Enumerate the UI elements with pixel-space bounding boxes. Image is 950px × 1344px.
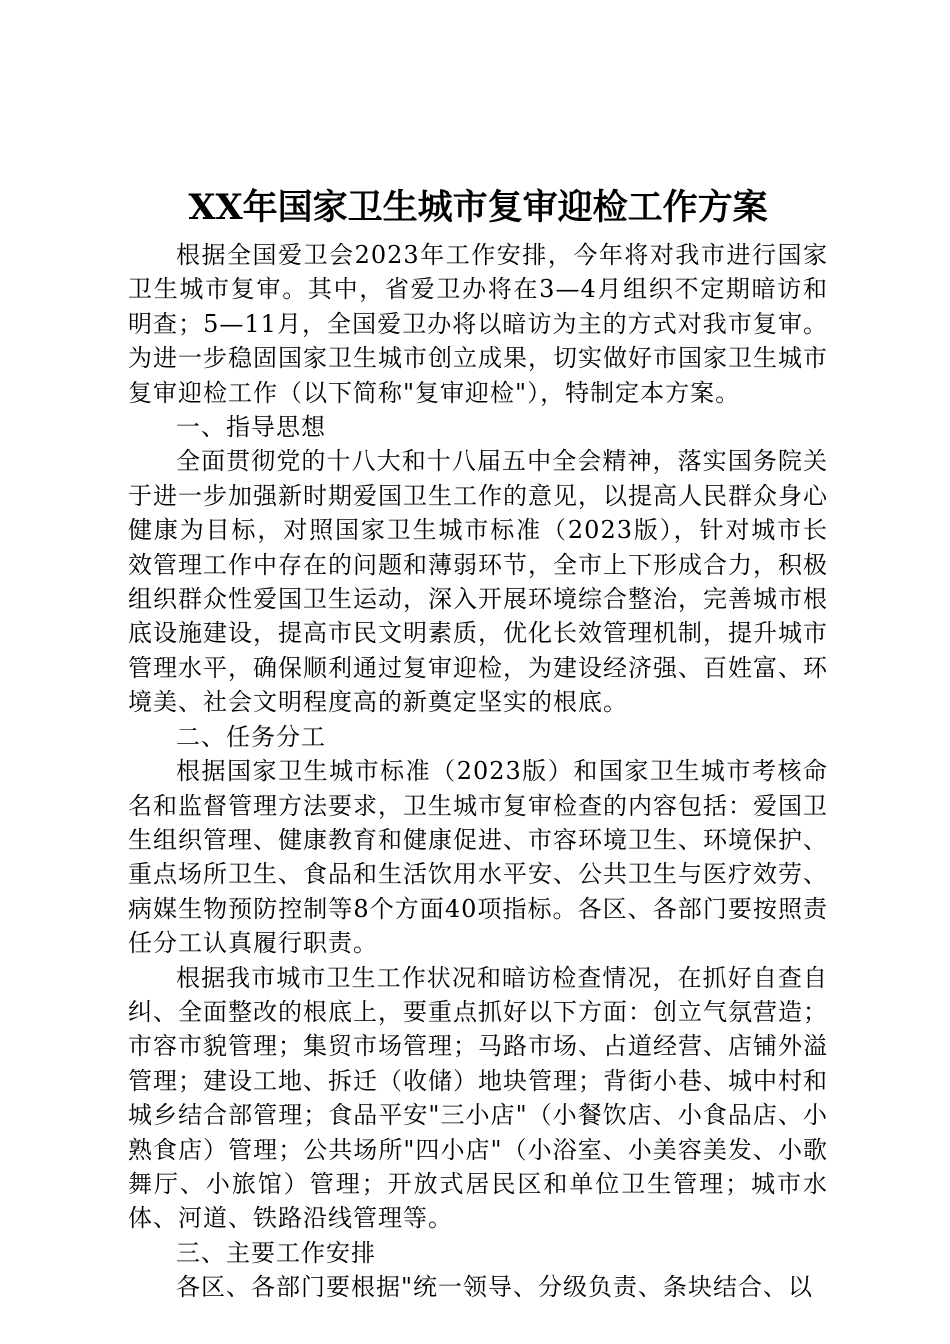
section-heading-work-arrangement: 三、主要工作安排 [176, 1238, 376, 1267]
paragraph-intro: 根据全国爱卫会2023年工作安排，今年将对我市进行国家卫生城市复审。其中，省爱卫办将在3—4月组织不定期暗访和明查；5—11月，全国爱卫办将以暗访为主的方式对我市复审。为进一步稳固国家卫生城市创立成果，切实做好市国家卫生城市复审迎检工作（以下简称"复审迎检"），特制定本方案。 [128, 241, 828, 407]
paragraph-task-division: 根据国家卫生城市标准（2023版）和国家卫生城市考核命名和监督管理方法要求，卫生城市复审检查的内容包括：爱国卫生组织管理、健康教育和健康促进、市容环境卫生、环境保护、重点场所卫生、食品和生活饮用水平安、公共卫生与医疗效劳、病媒生物预防控制等8个方面40项指标。各区、各部门要按照责任分工认真履行职责。 [128, 757, 828, 958]
paragraph-guiding-ideology: 全面贯彻党的十八大和十八届五中全会精神，落实国务院关于进一步加强新时期爱国卫生工作的意见，以提高人民群众身心健康为目标，对照国家卫生城市标准（2023版），针对城市长效管理工作中存在的问题和薄弱环节，全市上下形成合力，积极组织群众性爱国卫生运动，深入开展环境综合整治，完善城市根底设施建设，提高市民文明素质，优化长效管理机制，提升城市管理水平，确保顺利通过复审迎检，为建设经济强、百姓富、环境美、社会文明程度高的新奠定坚实的根底。 [128, 447, 828, 717]
paragraph-key-areas: 根据我市城市卫生工作状况和暗访检查情况，在抓好自查自纠、全面整改的根底上，要重点抓好以下方面：创立气氛营造；市容市貌管理；集贸市场管理；马路市场、占道经营、店铺外溢管理；建设工地、拆迁（收储）地块管理；背街小巷、城中村和城乡结合部管理；食品平安"三小店"（小餐饮店、小食品店、小熟食店）管理；公共场所"四小店"（小浴室、小美容美发、小歌舞厅、小旅馆）管理；开放式居民区和单位卫生管理；城市水体、河道、铁路沿线管理等。 [128, 963, 828, 1233]
section-heading-task-division: 二、任务分工 [176, 722, 326, 751]
document-body [128, 178, 828, 1305]
paragraph-work-arrangement: 各区、各部门要根据"统一领导、分级负责、条块结合、以 [176, 1273, 814, 1302]
document-title: XX年国家卫生城市复审迎检工作方案 [188, 187, 768, 228]
section-heading-guiding-ideology: 一、指导思想 [176, 413, 326, 442]
